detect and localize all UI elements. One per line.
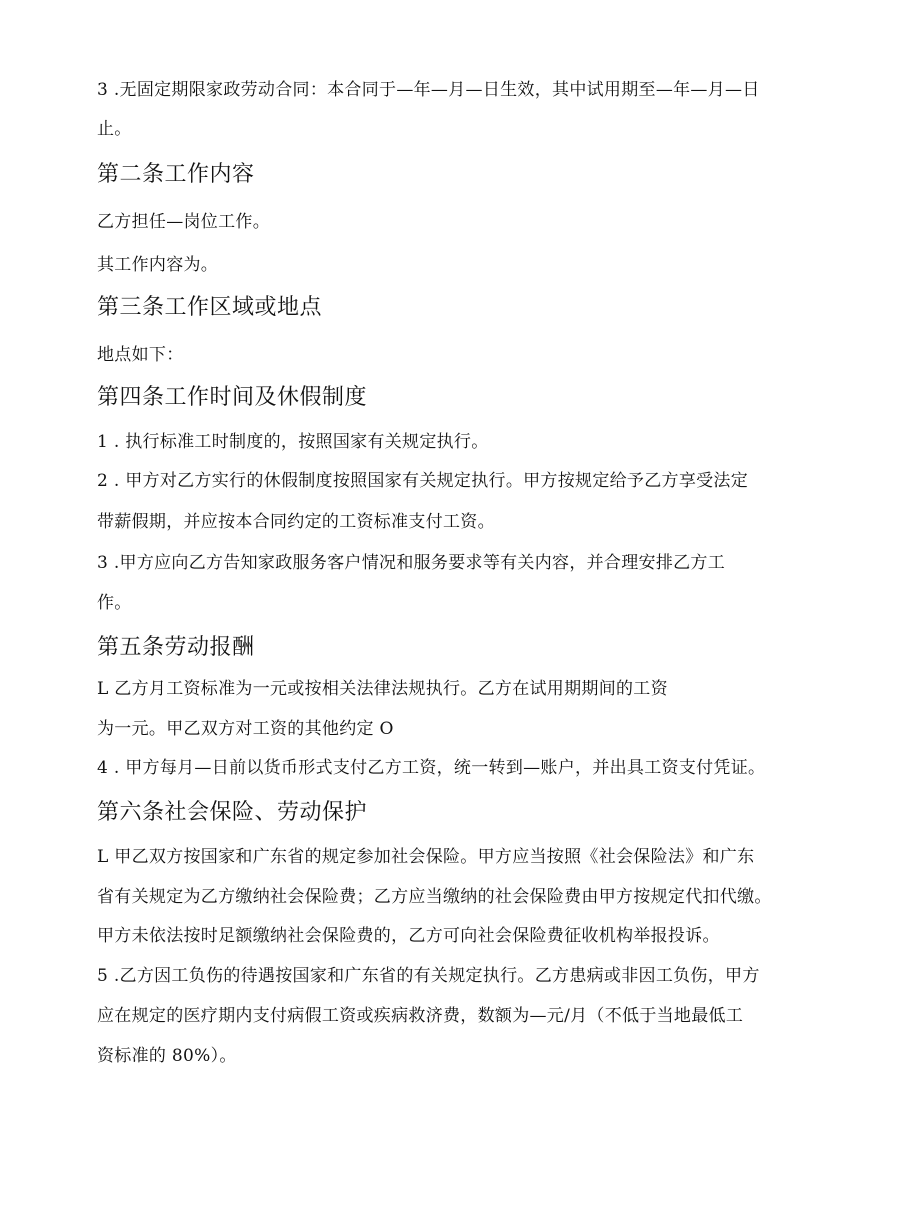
section-heading: 第三条工作区域或地点 bbox=[97, 295, 323, 320]
section-heading: 第六条社会保险、劳动保护 bbox=[97, 800, 368, 825]
body-line: 作。 bbox=[97, 593, 132, 613]
body-line: 乙方担任—岗位工作。 bbox=[97, 212, 270, 232]
body-line: L 甲乙双方按国家和广东省的规定参加社会保险。甲方应当按照《社会保险法》和广东 bbox=[97, 847, 755, 867]
body-line: 为一元。甲乙双方对工资的其他约定 O bbox=[97, 719, 394, 739]
section-heading: 第五条劳动报酬 bbox=[97, 635, 255, 660]
body-line: 1 . 执行标准工时制度的，按照国家有关规定执行。 bbox=[97, 432, 489, 452]
body-line: 其工作内容为。 bbox=[97, 255, 219, 275]
body-line: 带薪假期，并应按本合同约定的工资标准支付工资。 bbox=[97, 512, 495, 532]
body-line: 地点如下： bbox=[97, 345, 184, 365]
body-line: 应在规定的医疗期内支付病假工资或疾病救济费，数额为—元/月（不低于当地最低工 bbox=[97, 1006, 744, 1026]
body-line: 2 . 甲方对乙方实行的休假制度按照国家有关规定执行。甲方按规定给予乙方享受法定 bbox=[97, 471, 749, 491]
body-line: 资标准的 80%）。 bbox=[97, 1046, 237, 1066]
body-line: 甲方未依法按时足额缴纳社会保险费的，乙方可向社会保险费征收机构举报投诉。 bbox=[97, 926, 720, 946]
body-line: 3 .甲方应向乙方告知家政服务客户情况和服务要求等有关内容，并合理安排乙方工 bbox=[97, 553, 726, 573]
body-line: 省有关规定为乙方缴纳社会保险费；乙方应当缴纳的社会保险费由甲方按规定代扣代缴。 bbox=[97, 887, 772, 907]
body-line: 止。 bbox=[97, 119, 132, 139]
body-line: 5 .乙方因工负伤的待遇按国家和广东省的有关规定执行。乙方患病或非因工负伤，甲方 bbox=[97, 966, 760, 986]
body-line: L 乙方月工资标准为一元或按相关法律法规执行。乙方在试用期期间的工资 bbox=[97, 679, 668, 699]
body-line: 4 . 甲方每月—日前以货币形式支付乙方工资，统一转到—账户，并出具工资支付凭证。 bbox=[97, 758, 766, 778]
section-heading: 第四条工作时间及休假制度 bbox=[97, 385, 368, 410]
section-heading: 第二条工作内容 bbox=[97, 162, 255, 187]
body-line: 3 .无固定期限家政劳动合同：本合同于—年—月—日生效，其中试用期至—年—月—日 bbox=[97, 80, 760, 100]
